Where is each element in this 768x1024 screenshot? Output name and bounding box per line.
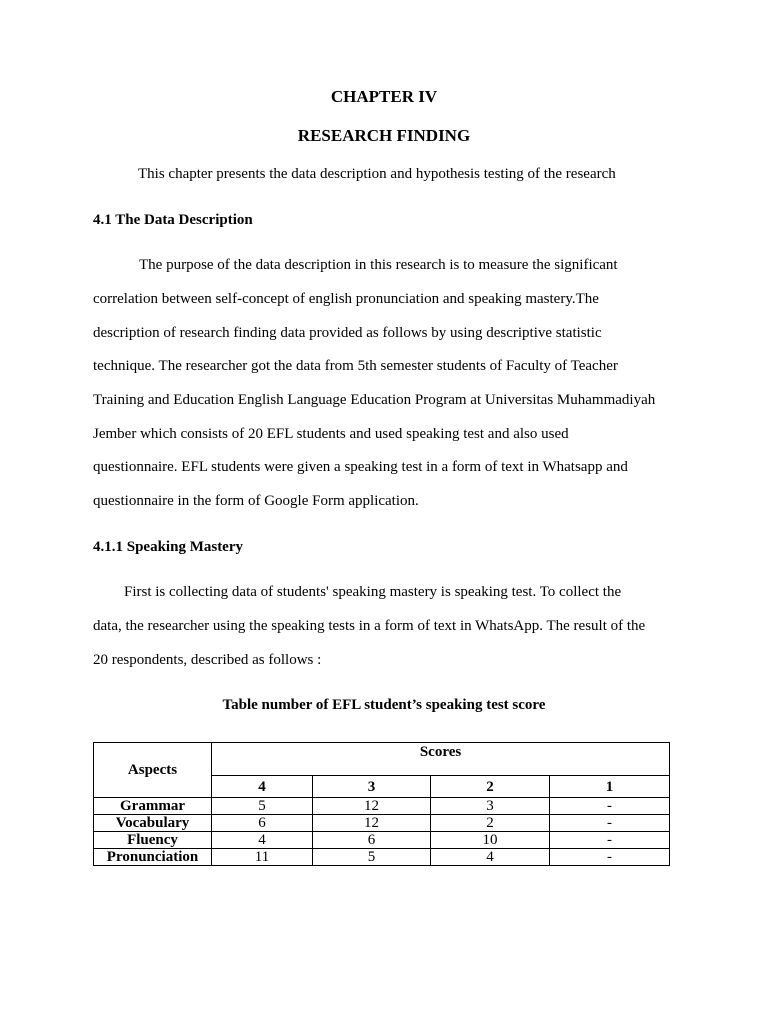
score-cell: 4 [431,849,550,866]
score-cell: 2 [431,815,550,832]
score-cell: 11 [212,849,313,866]
score-cell: 5 [313,849,431,866]
paragraph-line: technique. The researcher got the data from 5th semester students of Faculty of Teacher [93,358,618,374]
table-row [94,798,670,815]
score-cell: - [550,798,670,815]
paragraph-line: First is collecting data of students' speaking mastery is speaking test. To collect the [124,584,622,600]
score-cell: - [550,849,670,866]
score-column-header: 3 [313,776,431,798]
score-cell: 3 [431,798,550,815]
paragraph-line: description of research finding data provided as follows by using descriptive statistic [93,325,602,341]
paragraph-line: questionnaire in the form of Google Form application. [93,493,419,509]
section-heading-speaking-mastery: 4.1.1 Speaking Mastery [93,539,243,555]
score-cell: 5 [212,798,313,815]
table-row [94,815,670,832]
score-column-header: 2 [431,776,550,798]
paragraph-line: Training and Education English Language Education Program at Universitas Muhammadiyah [93,392,656,408]
score-column-header: 4 [212,776,313,798]
paragraph-line: correlation between self-concept of english pronunciation and speaking mastery.The [93,291,599,307]
paragraph-line: The purpose of the data description in this research is to measure the significant [139,257,618,273]
score-cell: 12 [313,798,431,815]
aspect-label: Vocabulary [94,815,212,832]
intro-paragraph: This chapter presents the data description and hypothesis testing of the research [138,166,616,182]
aspect-label: Fluency [94,832,212,849]
score-cell: - [550,815,670,832]
paragraph-line: data, the researcher using the speaking tests in a form of text in WhatsApp. The result of the [93,618,646,634]
section-heading-data-description: 4.1 The Data Description [93,212,253,228]
aspect-label: Pronunciation [94,849,212,866]
aspects-header: Aspects [94,743,212,798]
chapter-title: RESEARCH FINDING [297,126,471,145]
table-row [94,832,670,849]
scores-header: Scores [212,743,670,776]
score-cell: 10 [431,832,550,849]
score-cell: 6 [313,832,431,849]
paragraph-line: questionnaire. EFL students were given a speaking test in a form of text in Whatsapp and [93,459,628,475]
score-column-header: 1 [550,776,670,798]
score-cell: 12 [313,815,431,832]
score-cell: - [550,832,670,849]
table-caption: Table number of EFL student’s speaking test score [222,697,546,713]
paragraph-line: Jember which consists of 20 EFL students and used speaking test and also used [93,426,569,442]
table-row [94,849,670,866]
paragraph-line: 20 respondents, described as follows : [93,652,322,668]
speaking-score-table [93,742,670,866]
score-cell: 6 [212,815,313,832]
score-cell: 4 [212,832,313,849]
aspect-label: Grammar [94,798,212,815]
chapter-heading: CHAPTER IV [330,87,438,106]
